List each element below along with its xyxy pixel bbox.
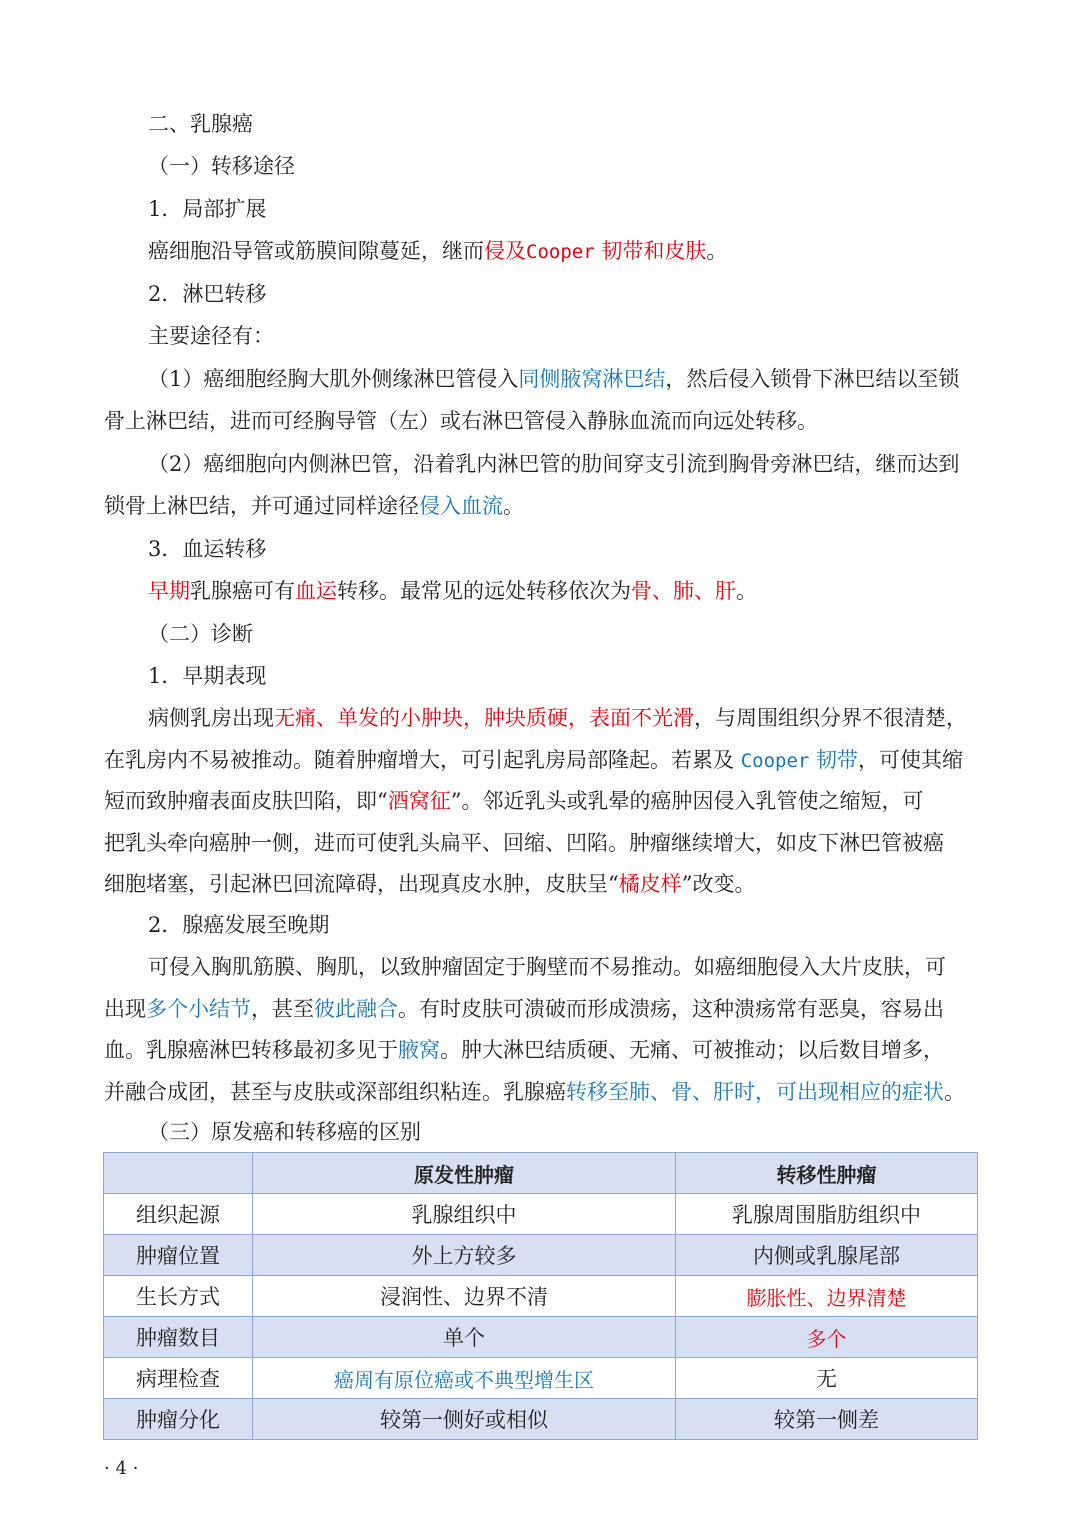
- table-header-cell: 转移性肿瘤: [676, 1153, 978, 1194]
- highlight-blue: 腋窝: [398, 1038, 440, 1062]
- highlight-blue: 转移至肺、骨、肝时，可出现相应的症状: [566, 1080, 944, 1104]
- table-cell: 肿瘤分化: [104, 1399, 253, 1440]
- paragraph-route-1-line2: 骨上淋巴结，进而可经胸导管（左）或右淋巴管侵入静脉血流而向远处转移。: [104, 409, 818, 433]
- paragraph-local-spread: 癌细胞沿导管或筋膜间隙蔓延，继而侵及Cooper 韧带和皮肤。: [148, 239, 728, 263]
- table-cell: 无: [676, 1358, 978, 1399]
- table-cell: 病理检查: [104, 1358, 253, 1399]
- table-header-row: [104, 1153, 978, 1194]
- paragraph-late-line1: 可侵入胸肌筋膜、胸肌，以致肿瘤固定于胸壁而不易推动。如癌细胞侵入大片皮肤，可: [148, 955, 946, 979]
- highlight-red: 血运: [295, 579, 337, 603]
- table-row: [104, 1276, 978, 1317]
- item-blood-metastasis: 3．血运转移: [148, 537, 267, 561]
- table-cell: 组织起源: [104, 1194, 253, 1235]
- table-row: [104, 1235, 978, 1276]
- table-row: [104, 1358, 978, 1399]
- paragraph-early-line4: 把乳头牵向癌肿一侧，进而可使乳头扁平、回缩、凹陷。肿瘤继续增大，如皮下淋巴管被癌: [104, 831, 944, 855]
- table-cell: 乳腺组织中: [253, 1194, 676, 1235]
- item-early-signs: 1．早期表现: [148, 664, 267, 688]
- highlight-red: 橘皮样: [618, 872, 682, 896]
- table-cell: 较第一侧好或相似: [253, 1399, 676, 1440]
- paragraph-main-routes: 主要途径有：: [148, 324, 274, 348]
- comparison-table: [103, 1152, 978, 1440]
- table-cell: 多个: [676, 1317, 978, 1358]
- paragraph-late-line4: 并融合成团，甚至与皮肤或深部组织粘连。乳腺癌转移至肺、骨、肝时，可出现相应的症状。: [104, 1080, 965, 1104]
- paragraph-early-line5: 细胞堵塞，引起淋巴回流障碍，出现真皮水肿，皮肤呈“橘皮样”改变。: [104, 872, 756, 896]
- table-cell: 浸润性、边界不清: [253, 1276, 676, 1317]
- paragraph-early-line2: 在乳房内不易被推动。随着肿瘤增大，可引起乳房局部隆起。若累及 Cooper 韧带，可使其缩: [104, 748, 964, 772]
- table-cell: 乳腺周围脂肪组织中: [676, 1194, 978, 1235]
- paragraph-route-1-line1: （1）癌细胞经胸大肌外侧缘淋巴管侵入同侧腋窝淋巴结，然后侵入锁骨下淋巴结以至锁: [148, 367, 960, 391]
- table-cell: 癌周有原位癌或不典型增生区: [253, 1358, 676, 1399]
- table-cell: 肿瘤位置: [104, 1235, 253, 1276]
- item-local-spread: 1．局部扩展: [148, 197, 267, 221]
- highlight-red: 酒窝征: [387, 789, 451, 813]
- subsection-diagnosis: （二）诊断: [148, 622, 253, 646]
- highlight-red: 侵及: [484, 239, 526, 263]
- highlight-red: 韧带和皮肤: [594, 239, 707, 263]
- table-cell: 膨胀性、边界清楚: [676, 1276, 978, 1317]
- item-lymph-metastasis: 2．淋巴转移: [148, 282, 267, 306]
- table-header-cell: [104, 1153, 253, 1194]
- highlight-blue: 同侧腋窝淋巴结: [518, 367, 666, 391]
- table-cell: 单个: [253, 1317, 676, 1358]
- paragraph-late-line2: 出现多个小结节，甚至彼此融合。有时皮肤可溃破而形成溃疡，这种溃疡常有恶臭，容易出: [104, 997, 944, 1021]
- table-cell: 外上方较多: [253, 1235, 676, 1276]
- table-row: [104, 1317, 978, 1358]
- table-cell: 生长方式: [104, 1276, 253, 1317]
- paragraph-route-2-line2: 锁骨上淋巴结，并可通过同样途径侵入血流。: [104, 494, 524, 518]
- table-cell: 较第一侧差: [676, 1399, 978, 1440]
- table-header-cell: 原发性肿瘤: [253, 1153, 676, 1194]
- highlight-red: 骨、肺、肝: [631, 579, 736, 603]
- highlight-blue: 韧带: [809, 748, 859, 772]
- page-number: · 4 ·: [104, 1458, 139, 1479]
- subsection-transfer-routes: （一）转移途径: [148, 154, 295, 178]
- highlight-blue: 多个小结节: [146, 997, 251, 1021]
- highlight-blue: 侵入血流: [419, 494, 503, 518]
- paragraph-early-line1: 病侧乳房出现无痛、单发的小肿块，肿块质硬，表面不光滑，与周围组织分界不很清楚，: [148, 706, 967, 730]
- table-row: [104, 1194, 978, 1235]
- highlight-red: 无痛、单发的小肿块，肿块质硬，表面不光滑: [274, 706, 694, 730]
- subsection-comparison: （三）原发癌和转移癌的区别: [148, 1120, 421, 1144]
- item-late-stage: 2．腺癌发展至晚期: [148, 913, 330, 937]
- highlight-blue: 彼此融合: [314, 997, 398, 1021]
- highlight-red: 早期: [148, 579, 190, 603]
- table-cell: 内侧或乳腺尾部: [676, 1235, 978, 1276]
- paragraph-blood-metastasis: 早期乳腺癌可有血运转移。最常见的远处转移依次为骨、肺、肝。: [148, 579, 757, 603]
- paragraph-late-line3: 血。乳腺癌淋巴转移最初多见于腋窝。肿大淋巴结质硬、无痛、可被推动；以后数目增多，: [104, 1038, 944, 1062]
- highlight-blue: Cooper: [740, 750, 810, 772]
- highlight-red: Cooper: [526, 241, 595, 263]
- table-cell: 肿瘤数目: [104, 1317, 253, 1358]
- paragraph-route-2-line1: （2）癌细胞向内侧淋巴管，沿着乳内淋巴管的肋间穿支引流到胸骨旁淋巴结，继而达到: [148, 452, 960, 476]
- table-row: [104, 1399, 978, 1440]
- section-title: 二、乳腺癌: [148, 112, 253, 136]
- paragraph-early-line3: 短而致肿瘤表面皮肤凹陷，即“酒窝征”。邻近乳头或乳晕的癌肿因侵入乳管使之缩短，可: [104, 789, 924, 813]
